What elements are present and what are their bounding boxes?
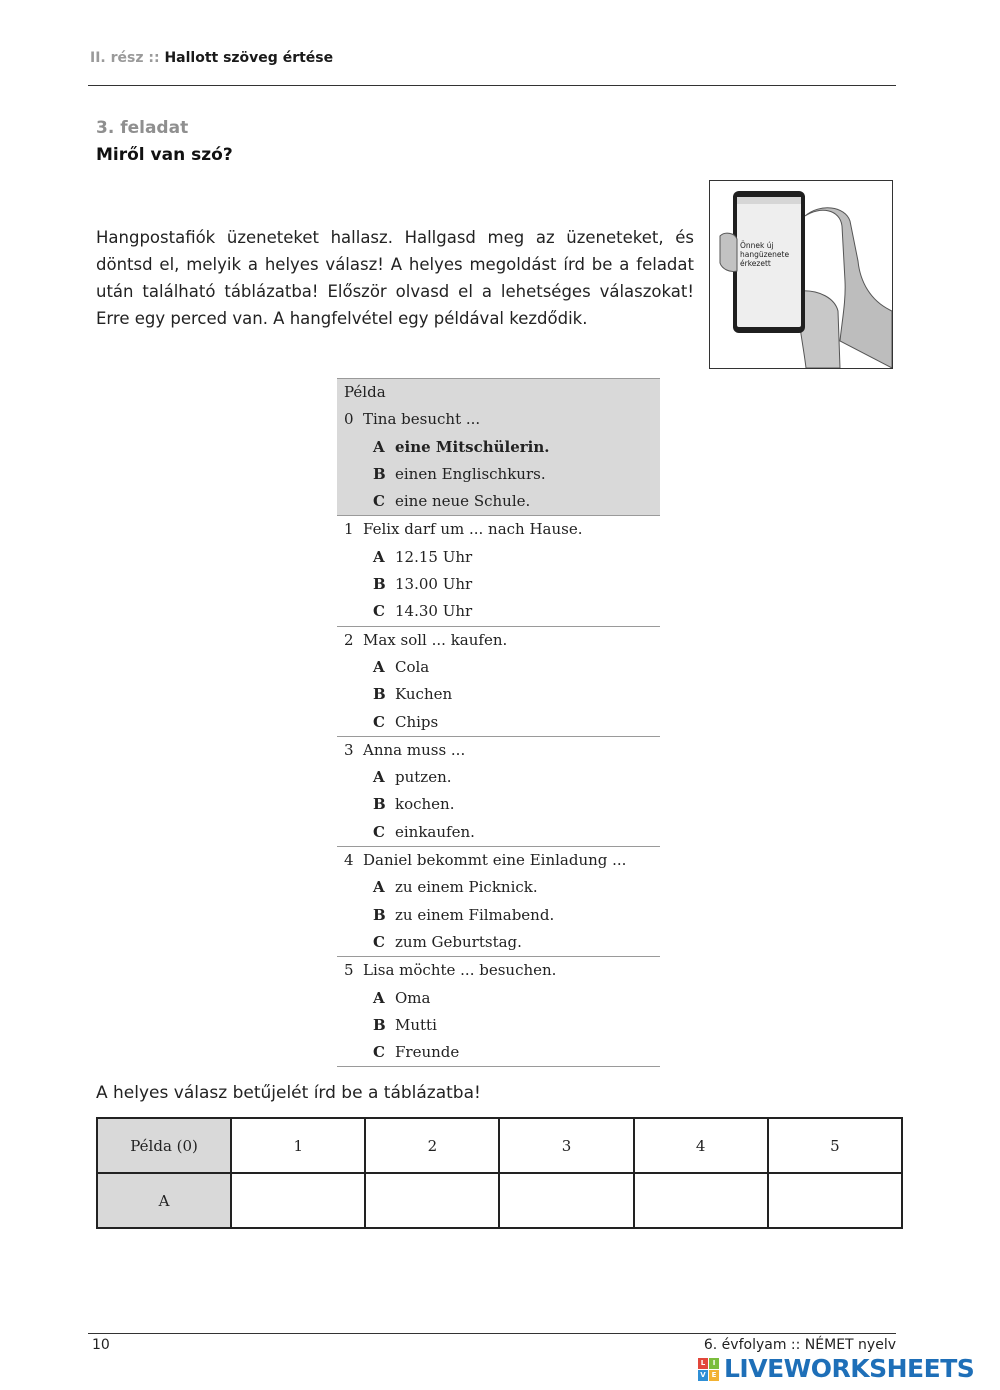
header-cell-5: 5 bbox=[768, 1118, 902, 1173]
question-list bbox=[337, 378, 660, 1067]
option-text: Freunde bbox=[395, 1043, 460, 1062]
option-a bbox=[337, 985, 660, 1012]
option-letter: B bbox=[373, 685, 386, 704]
option-text: zu einem Filmabend. bbox=[395, 905, 555, 924]
header-cell-2: 2 bbox=[365, 1118, 499, 1173]
question-stem-row bbox=[337, 957, 660, 984]
header-cell-1: 1 bbox=[231, 1118, 365, 1173]
task-number: 3. feladat bbox=[96, 118, 189, 138]
header-divider bbox=[88, 85, 896, 86]
option-letter: C bbox=[373, 1043, 385, 1062]
badge-letter: V bbox=[698, 1370, 708, 1381]
option-b bbox=[337, 902, 660, 929]
badge-letter: I bbox=[709, 1358, 719, 1369]
option-letter: C bbox=[373, 822, 385, 841]
option-text: 12.15 Uhr bbox=[395, 547, 473, 566]
answer-cell-3[interactable] bbox=[499, 1173, 633, 1228]
phone-screen-text: Önnek új hangüzenete érkezett bbox=[740, 241, 790, 268]
question-number: 1 bbox=[344, 520, 354, 539]
option-text: eine neue Schule. bbox=[395, 492, 531, 511]
option-b bbox=[337, 791, 660, 818]
option-b bbox=[337, 461, 660, 488]
question-number: 5 bbox=[344, 961, 354, 980]
option-letter: C bbox=[373, 932, 385, 951]
answer-instruction: A helyes válasz betűjelét írd be a táblázatba! bbox=[96, 1083, 481, 1103]
question-number: 4 bbox=[344, 851, 354, 870]
task-title: Miről van szó? bbox=[96, 145, 233, 165]
question-block-1 bbox=[337, 515, 660, 625]
option-letter: C bbox=[373, 712, 385, 731]
question-block-4 bbox=[337, 846, 660, 956]
answer-cell-1[interactable] bbox=[231, 1173, 365, 1228]
option-c bbox=[337, 598, 660, 625]
logo-badge-icon bbox=[698, 1358, 720, 1382]
question-number: 2 bbox=[344, 630, 354, 649]
option-letter: B bbox=[373, 905, 386, 924]
option-text: Kuchen bbox=[395, 685, 453, 704]
option-text: 14.30 Uhr bbox=[395, 602, 473, 621]
option-text: eine Mitschülerin. bbox=[395, 437, 550, 456]
question-stem: Anna muss ... bbox=[363, 740, 466, 759]
option-b bbox=[337, 571, 660, 598]
page-header bbox=[90, 50, 333, 66]
example-label: Példa bbox=[344, 383, 386, 401]
option-c bbox=[337, 819, 660, 846]
example-block bbox=[337, 378, 660, 515]
question-stem-row bbox=[337, 627, 660, 654]
option-a bbox=[337, 544, 660, 571]
option-text: Chips bbox=[395, 712, 439, 731]
instructions-text: Hangpostafiók üzeneteket hallasz. Hallgasd meg az üzeneteket, és döntsd el, melyik a helyes válasz! A helyes megoldást írd be a feladat után található táblázatba! Először olvasd el a lehetséges válaszokat! Erre egy perced van. A hangfelvétel egy példával kezdődik. bbox=[96, 228, 694, 328]
question-stem: Max soll ... kaufen. bbox=[363, 630, 508, 649]
answer-cell-4[interactable] bbox=[634, 1173, 768, 1228]
option-text: einkaufen. bbox=[395, 822, 475, 841]
option-letter: C bbox=[373, 602, 385, 621]
answer-table bbox=[96, 1117, 903, 1229]
option-letter: B bbox=[373, 464, 386, 483]
question-block-5 bbox=[337, 956, 660, 1067]
option-c bbox=[337, 929, 660, 956]
option-c bbox=[337, 488, 660, 515]
question-block-3 bbox=[337, 736, 660, 846]
option-text: Mutti bbox=[395, 1015, 437, 1034]
option-text: zu einem Picknick. bbox=[395, 878, 538, 897]
answer-table-header-row bbox=[97, 1118, 902, 1173]
phone-illustration bbox=[709, 180, 893, 369]
question-number: 3 bbox=[344, 740, 354, 759]
hand-phone-icon bbox=[710, 181, 892, 368]
option-text: 13.00 Uhr bbox=[395, 575, 473, 594]
option-letter: A bbox=[373, 657, 385, 676]
option-a bbox=[337, 654, 660, 681]
option-a bbox=[337, 434, 660, 461]
option-text: Oma bbox=[395, 988, 431, 1007]
answer-table-answer-row bbox=[97, 1173, 902, 1228]
option-letter: A bbox=[373, 768, 385, 787]
option-a bbox=[337, 874, 660, 901]
logo-wordmark: LIVEWORKSHEETS bbox=[724, 1354, 975, 1383]
header-cell-3: 3 bbox=[499, 1118, 633, 1173]
question-number: 0 bbox=[344, 410, 354, 429]
option-c bbox=[337, 709, 660, 736]
option-a bbox=[337, 764, 660, 791]
question-stem: Felix darf um ... nach Hause. bbox=[363, 520, 583, 539]
question-block-2 bbox=[337, 626, 660, 736]
question-stem-row bbox=[337, 847, 660, 874]
header-cell-4: 4 bbox=[634, 1118, 768, 1173]
option-letter: A bbox=[373, 437, 385, 456]
option-text: putzen. bbox=[395, 768, 452, 787]
option-letter: B bbox=[373, 575, 386, 594]
question-stem-row bbox=[337, 516, 660, 543]
answer-cell-2[interactable] bbox=[365, 1173, 499, 1228]
answer-cell-example: A bbox=[97, 1173, 231, 1228]
option-letter: A bbox=[373, 547, 385, 566]
option-text: Cola bbox=[395, 657, 430, 676]
question-stem: Daniel bekommt eine Einladung ... bbox=[363, 851, 627, 870]
option-letter: A bbox=[373, 988, 385, 1007]
option-b bbox=[337, 1012, 660, 1039]
question-stem-row bbox=[337, 737, 660, 764]
footer-divider bbox=[88, 1333, 896, 1334]
option-text: zum Geburtstag. bbox=[395, 932, 522, 951]
question-stem: Tina besucht ... bbox=[363, 410, 481, 429]
badge-letter: E bbox=[709, 1370, 719, 1381]
answer-cell-5[interactable] bbox=[768, 1173, 902, 1228]
option-letter: B bbox=[373, 795, 386, 814]
option-text: einen Englischkurs. bbox=[395, 464, 546, 483]
header-cell-example: Példa (0) bbox=[97, 1118, 231, 1173]
header-part: II. rész :: bbox=[90, 50, 160, 66]
question-stem: Lisa möchte ... besuchen. bbox=[363, 961, 557, 980]
badge-letter: L bbox=[698, 1358, 708, 1369]
footer-course: 6. évfolyam :: NÉMET nyelv bbox=[703, 1337, 896, 1353]
liveworksheets-logo bbox=[698, 1356, 994, 1384]
option-text: kochen. bbox=[395, 795, 455, 814]
option-c bbox=[337, 1039, 660, 1066]
option-letter: A bbox=[373, 878, 385, 897]
option-letter: B bbox=[373, 1015, 386, 1034]
option-letter: C bbox=[373, 492, 385, 511]
example-stem bbox=[337, 406, 660, 433]
page-number: 10 bbox=[92, 1337, 110, 1353]
option-b bbox=[337, 681, 660, 708]
header-title: Hallott szöveg értése bbox=[164, 50, 334, 66]
